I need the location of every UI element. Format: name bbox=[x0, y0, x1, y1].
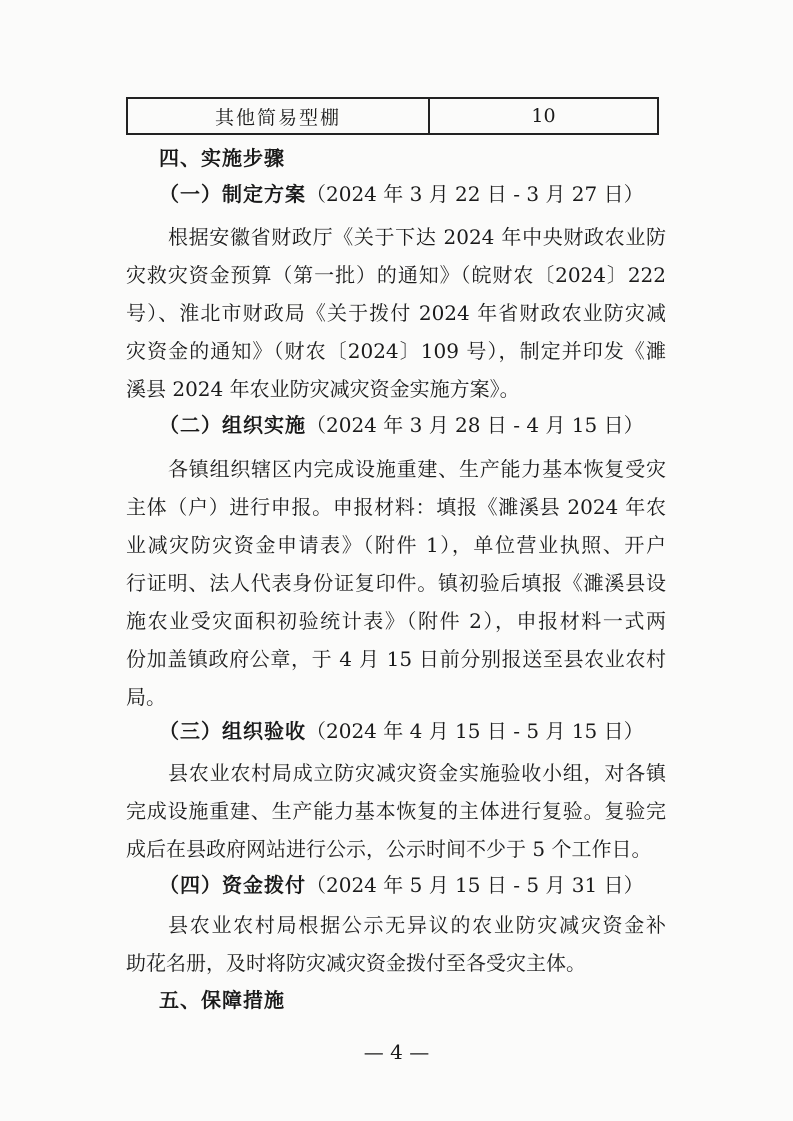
paragraph-line: 根据安徽省财政厅《关于下达 2024 年中央财政农业防 bbox=[168, 225, 666, 249]
paragraph-line: 份加盖镇政府公章，于 4 月 15 日前分别报送至县农业农村 bbox=[126, 647, 666, 671]
paragraph-line: 主体（户）进行申报。申报材料：填报《濉溪县 2024 年农 bbox=[126, 495, 666, 519]
paragraph-line: 灾资金的通知》（财农〔2024〕109 号），制定并印发《濉 bbox=[126, 339, 666, 363]
step-dates: （2024 年 3 月 28 日 - 4 月 15 日） bbox=[306, 413, 644, 437]
paragraph-line: 成后在县政府网站进行公示，公示时间不少于 5 个工作日。 bbox=[126, 837, 652, 861]
table-cell-value: 10 bbox=[429, 98, 658, 134]
page-number: — 4 — bbox=[363, 1040, 430, 1064]
paragraph-line: 县农业农村局根据公示无异议的农业防灾减灾资金补 bbox=[168, 913, 666, 937]
step-title: （四）资金拨付 bbox=[159, 873, 306, 897]
section-heading-4: 四、实施步骤 bbox=[159, 146, 285, 170]
table-cell-label: 其他简易型棚 bbox=[127, 98, 429, 134]
paragraph-line: 施农业受灾面积初验统计表》（附件 2），申报材料一式两 bbox=[126, 609, 666, 633]
step-dates: （2024 年 4 月 15 日 - 5 月 15 日） bbox=[306, 719, 644, 743]
paragraph-line: 完成设施重建、生产能力基本恢复的主体进行复验。复验完 bbox=[126, 799, 666, 823]
paragraph-line: 县农业农村局成立防灾减灾资金实施验收小组，对各镇 bbox=[168, 761, 666, 785]
step-title: （二）组织实施 bbox=[159, 413, 306, 437]
step-dates: （2024 年 3 月 22 日 - 3 月 27 日） bbox=[306, 182, 644, 206]
greenhouse-table bbox=[126, 97, 659, 135]
step-heading-1 bbox=[159, 181, 793, 207]
paragraph-line: 助花名册，及时将防灾减灾资金拨付至各受灾主体。 bbox=[126, 951, 586, 975]
paragraph-line: 号）、淮北市财政局《关于拨付 2024 年省财政农业防灾减 bbox=[126, 301, 666, 325]
step-dates: （2024 年 5 月 15 日 - 5 月 31 日） bbox=[306, 873, 644, 897]
step-heading-2 bbox=[159, 412, 793, 438]
paragraph-line: 溪县 2024 年农业防灾减灾资金实施方案》。 bbox=[126, 377, 520, 401]
paragraph-line: 灾救灾资金预算（第一批）的通知》（皖财农〔2024〕222 bbox=[126, 263, 666, 287]
paragraph-line: 各镇组织辖区内完成设施重建、生产能力基本恢复受灾 bbox=[168, 457, 666, 481]
step-heading-4 bbox=[159, 872, 793, 898]
section-heading-5: 五、保障措施 bbox=[159, 988, 285, 1012]
paragraph-line: 行证明、法人代表身份证复印件。镇初验后填报《濉溪县设 bbox=[126, 571, 666, 595]
paragraph-line: 局。 bbox=[126, 685, 166, 709]
step-title: （一）制定方案 bbox=[159, 182, 306, 206]
table-row bbox=[127, 98, 658, 134]
paragraph-line: 业减灾防灾资金申请表》（附件 1），单位营业执照、开户 bbox=[126, 533, 666, 557]
step-title: （三）组织验收 bbox=[159, 719, 306, 743]
step-heading-3 bbox=[159, 718, 793, 744]
